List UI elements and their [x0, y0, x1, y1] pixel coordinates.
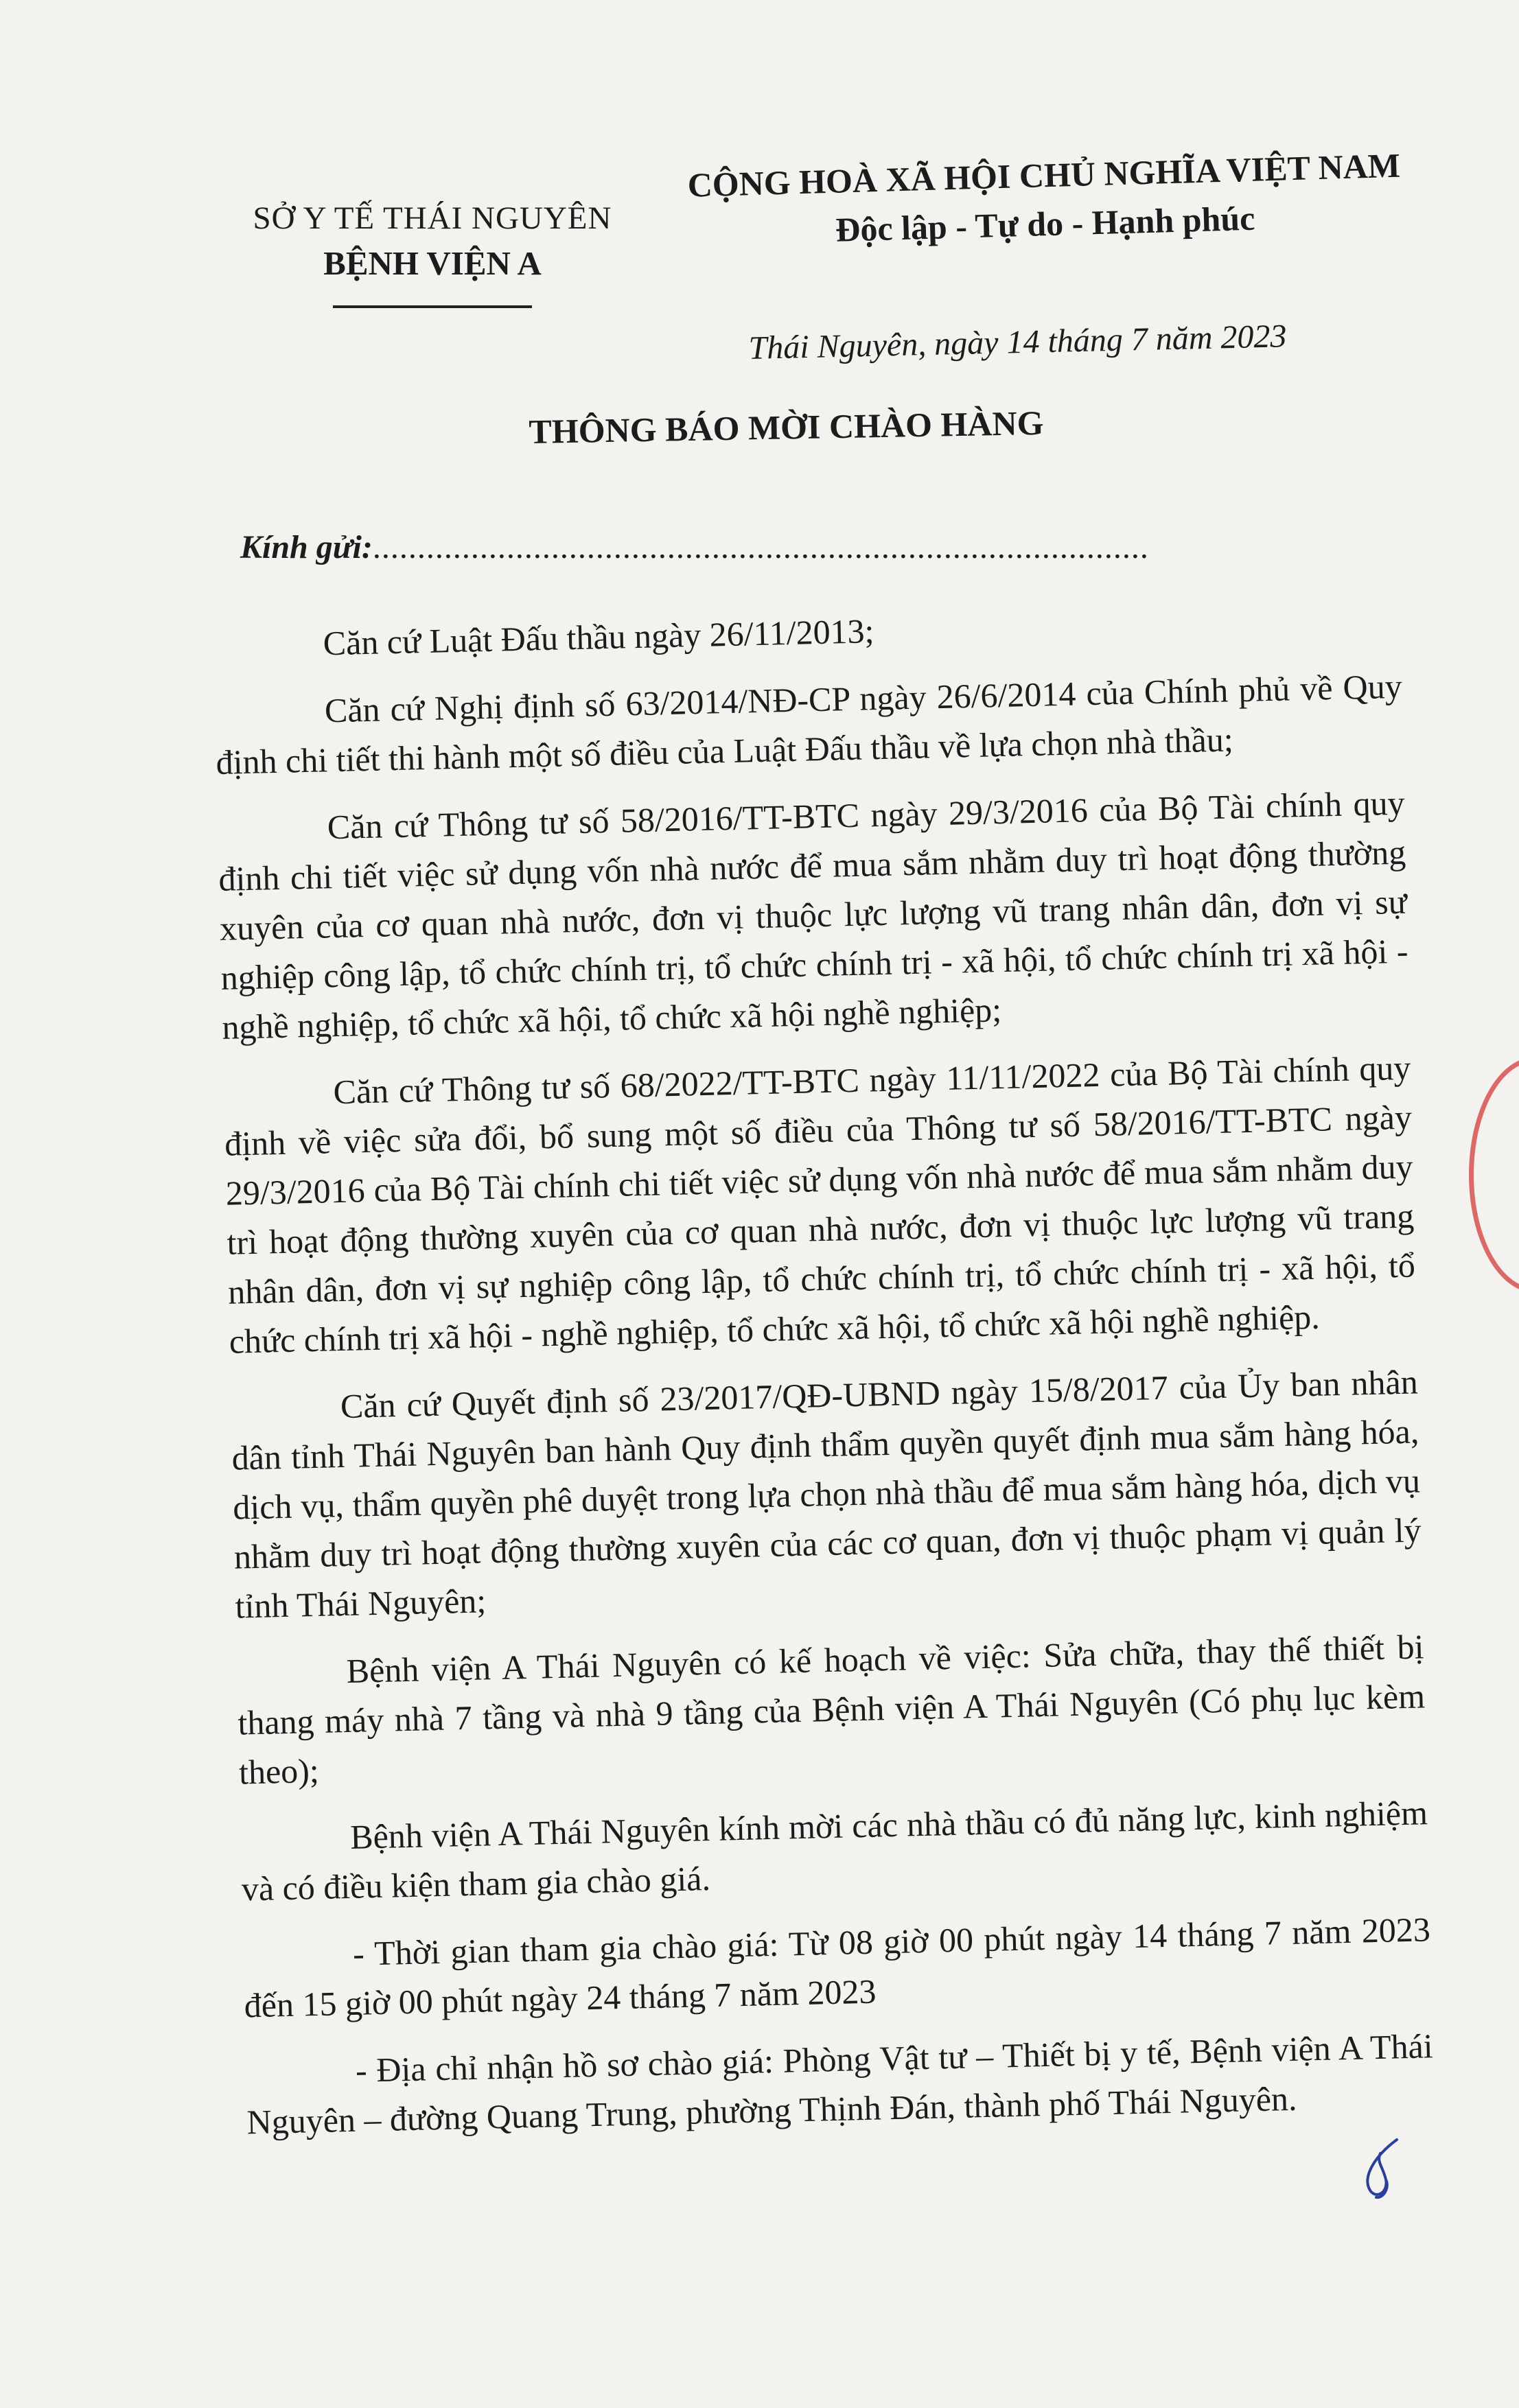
issuer-department: SỞ Y TẾ THÁI NGUYÊN	[253, 200, 612, 236]
paragraph: Căn cứ Thông tư số 68/2022/TT-BTC ngày 11/11/2022 của Bộ Tài chính quy định về việc sửa đổi, bổ sung một số điều của Thông tư số 58/2016/TT-BTC ngày 29/3/2016 của Bộ Tài chính chi tiết việc sử dụng vốn nhà nước để mua sắm nhằm duy trì hoạt động thường xuyên của cơ quan nhà nước, đơn vị thuộc lực lượng vũ trang nhân dân, đơn vị sự nghiệp công lập, tổ chức chính trị, tổ chức chính trị - xã hội, tổ chức chính trị xã hội - nghề nghiệp, tổ chức xã hội, tổ chức xã hội nghề nghiệp.	[224, 1048, 1416, 1361]
initial-signature	[1356, 2134, 1411, 2203]
paragraph: Bệnh viện A Thái Nguyên có kế hoạch về việc: Sửa chữa, thay thế thiết bị thang máy nhà 7 tầng và nhà 9 tầng của Bệnh viện A Thái Nguyên (Có phụ lục kèm theo);	[237, 1627, 1426, 1792]
document-title: THÔNG BÁO MỜI CHÀO HÀNG	[529, 403, 1044, 451]
paragraph: Căn cứ Thông tư số 58/2016/TT-BTC ngày 29/3/2016 của Bộ Tài chính quy định chi tiết việc sử dụng vốn nhà nước để mua sắm nhằm duy trì hoạt động thường xuyên của cơ quan nhà nước, đơn vị thuộc lực lượng vũ trang nhân dân, đơn vị sự nghiệp công lập, tổ chức chính trị, tổ chức chính trị - xã hội, tổ chức chính trị xã hội - nghề nghiệp, tổ chức xã hội, tổ chức xã hội nghề nghiệp;	[218, 783, 1408, 1047]
recipient-line	[240, 528, 1149, 566]
national-header	[656, 139, 1434, 258]
paragraph: - Thời gian tham gia chào giá: Từ 08 giờ 00 phút ngày 14 tháng 7 năm 2023 đến 15 giờ 00 phút ngày 24 tháng 7 năm 2023	[244, 1910, 1431, 2025]
issuer-block	[227, 196, 638, 308]
paragraph: Căn cứ Nghị định số 63/2014/NĐ-CP ngày 26/6/2014 của Chính phủ về Quy định chi tiết thi hành một số điều của Luật Đấu thầu về lựa chọn nhà thầu;	[216, 666, 1403, 782]
national-motto: Độc lập - Tự do - Hạnh phúc	[835, 198, 1256, 249]
paragraph: - Địa chỉ nhận hồ sơ chào giá: Phòng Vật tư – Thiết bị y tế, Bệnh viện A Thái Nguyên – đường Quang Trung, phường Thịnh Đán, thành phố Thái Nguyên.	[246, 2026, 1434, 2142]
paragraph: Căn cứ Quyết định số 23/2017/QĐ-UBND ngày 15/8/2017 của Ủy ban nhân dân tỉnh Thái Nguyên ban hành Quy định thẩm quyền quyết định mua sắm hàng hóa, dịch vụ, thẩm quyền phê duyệt trong lựa chọn nhà thầu để mua sắm hàng hóa, dịch vụ nhằm duy trì hoạt động thường xuyên của các cơ quan, đơn vị thuộc phạm vị quản lý tỉnh Thái Nguyên;	[231, 1362, 1422, 1626]
paragraph: Căn cứ Luật Đấu thầu ngày 26/11/2013;	[323, 611, 875, 663]
national-title: CỘNG HOÀ XÃ HỘI CHỦ NGHĨA VIỆT NAM	[686, 145, 1401, 204]
recipient-label: Kính gửi:	[240, 529, 373, 565]
red-seal-stamp	[1469, 1057, 1519, 1293]
issuer-underline	[333, 305, 532, 308]
document-body	[213, 594, 1435, 2165]
recipient-blank: .......................................................................................	[372, 529, 1149, 565]
document-date: Thái Nguyên, ngày 14 tháng 7 năm 2023	[748, 318, 1287, 366]
paragraph: Bệnh viện A Thái Nguyên kính mời các nhà thầu có đủ năng lực, kinh nghiệm và có điều kiện tham gia chào giá.	[241, 1793, 1428, 1908]
issuer-unit: BỆNH VIỆN A	[323, 244, 542, 282]
